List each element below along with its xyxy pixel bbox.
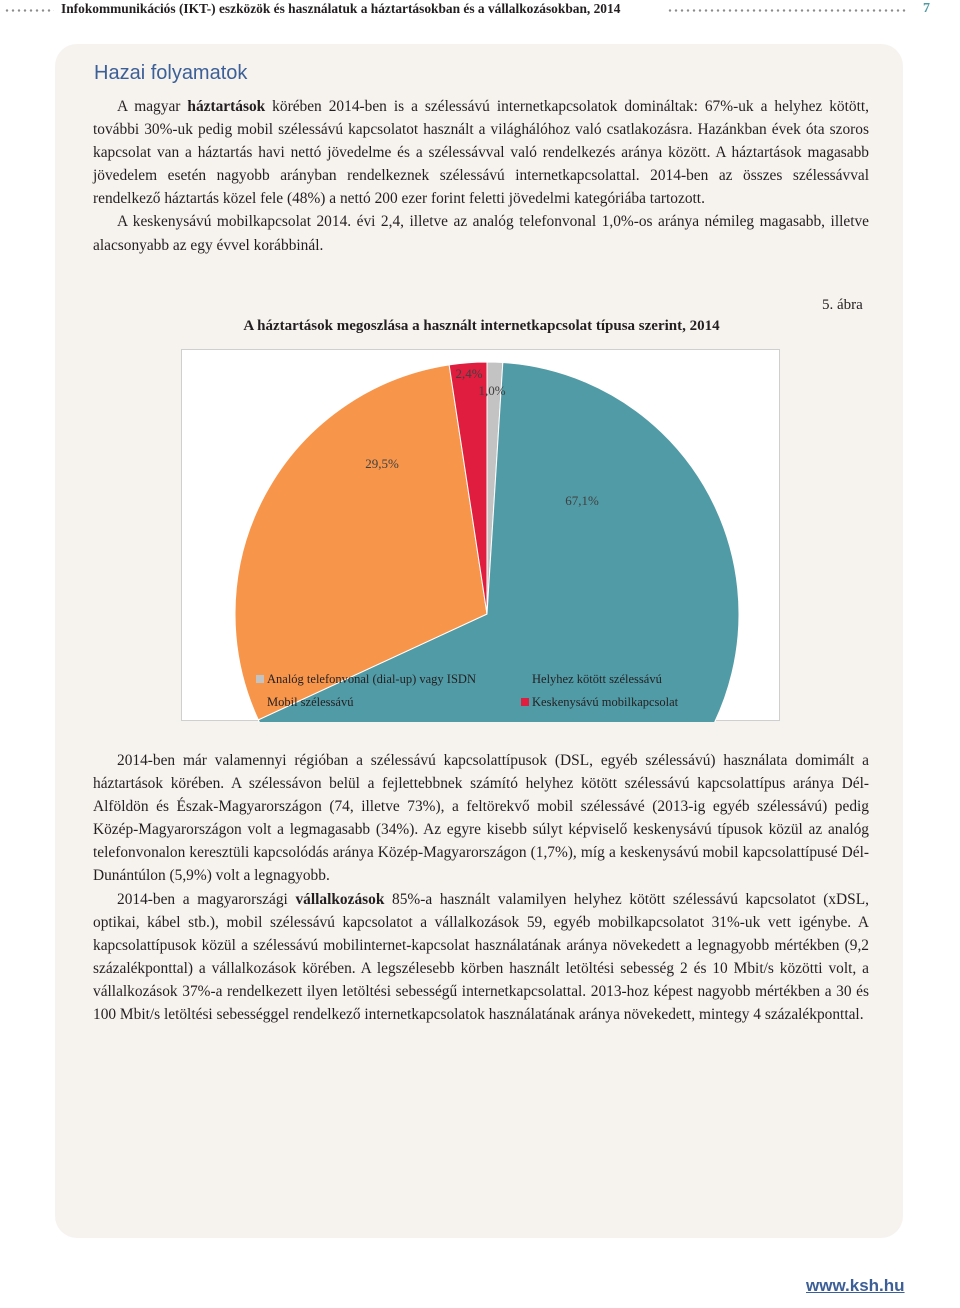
section-heading: Hazai folyamatok — [94, 62, 248, 84]
body-paragraph-1: 2014-ben már valamennyi régióban a szélessávú kapcsolattípusok (DSL, egyéb szélessávú) használata domimált a háztartások körében. A szélessávon belül a fejlettebbnek számító helyhez kötött szélessávú kapcsolattípus aránya Dél-Alföldön és Észak-Magyarországon (74, illetve 73%), a feltörekvő mobil szélessávé (2013-ig egyéb szélessávú) pedig Közép-Magyarországon volt a legmagasabb (34%). Az egyre kisebb súlyt képviselő keskenysávú típusok közül az analóg telefonvonalon keresztüli kapcsolódás aránya Közép-Magyarországon (1,7%), míg a keskenysávú mobil kapcsolattípusé Dél-Dunántúlon (5,9%) volt a legnagyobb. — [93, 752, 869, 885]
text-run: 85%-a használt valamilyen helyhez kötött szélessávú kapcsolatot (xDSL, optikai, kábel stb.), mobil szélessávú kapcsolatot a vállalkozások 59, egyéb mobilkapcsolatot 31%-uk vett igénybe. A kapcsolattípusok közül a szélessávú mobilinternet-kapcsolat használatának aránya növekedett a legnagyobb mértékben (9,2 százalékponttal) a vállalkozások körében. A legszélesebb körben használt letöltési sebesség 2 és 10 Mbit/s közötti volt, a vállalkozások 37%-a rendelkezett ilyen letöltési sebességű internetkapcsolattal. 2013-hoz képest nagyobb mértékben a 30 és 100 Mbit/s letöltési sebességgel rendelkező internetkapcsolatok használatának aránya növekedett, mintegy 4 százalékponttal. — [93, 890, 869, 1024]
legend-swatch — [256, 675, 264, 683]
publication-title: Infokommunikációs (IKT-) eszközök és használatuk a háztartásokban és a vállalkozásokban, 2014 — [61, 1, 621, 16]
figure-number: 5. ábra — [822, 297, 863, 313]
intro-text — [93, 95, 869, 257]
text-run: A magyar — [117, 98, 188, 115]
pie-data-label: 1,0% — [478, 383, 506, 398]
pie-data-label: 2,4% — [455, 366, 483, 381]
running-header — [0, 0, 960, 20]
body-paragraph-2 — [93, 888, 869, 1027]
legend-label: Mobil szélessávú — [267, 695, 354, 709]
body-text — [93, 749, 869, 1026]
chart-title: A háztartások megoszlása a használt internetkapcsolat típusa szerint, 2014 — [243, 318, 720, 334]
legend-item-analog — [256, 672, 476, 687]
header-dot-leader-right — [667, 9, 907, 12]
legend-item-fixed-broadband — [521, 672, 662, 687]
pie-chart — [181, 349, 780, 721]
legend-label: Helyhez kötött szélessávú — [532, 672, 662, 686]
intro-paragraph-1 — [93, 95, 869, 210]
emphasis-enterprises: vállalkozások — [295, 890, 385, 908]
page-number: 7 — [923, 1, 930, 16]
legend-item-narrowband-mobile — [521, 695, 678, 710]
legend-swatch — [256, 698, 264, 706]
pie-chart-svg — [182, 350, 781, 722]
pie-data-label: 29,5% — [365, 456, 399, 471]
legend-swatch — [521, 675, 529, 683]
legend-label: Analóg telefonvonal (dial-up) vagy ISDN — [267, 672, 476, 686]
emphasis-households: háztartások — [187, 98, 266, 115]
ksh-website-link[interactable]: www.ksh.hu — [806, 1276, 905, 1295]
legend-swatch — [521, 698, 529, 706]
intro-paragraph-2: A keskenysávú mobilkapcsolat 2014. évi 2,4, illetve az analóg telefonvonal 1,0%-os aránya némileg magasabb, illetve alacsonyabb az egy évvel korábbinál. — [93, 213, 869, 254]
pie-data-label: 67,1% — [565, 493, 599, 508]
text-run: 2014-ben a magyarországi — [117, 890, 296, 908]
legend-item-mobile-broadband — [256, 695, 353, 710]
legend-label: Keskenysávú mobilkapcsolat — [532, 695, 679, 709]
header-dot-leader-left — [4, 9, 54, 12]
text-run: körében 2014-ben is a szélessávú internetkapcsolatok domináltak: 67%-uk a helyhez kötött, további 30%-uk pedig mobil szélessávú kapcsolatot használt a világhálóhoz való csatlakozásra. Hazánkban évek óta szoros kapcsolat van a háztartás havi nettó jövedelme és a szélessávval való rendelkezés aránya között. A háztartások magasabb jövedelem esetén nagyobb arányban rendelkeznek szélessávú internetkapcsolattal. 2014-ben az összes szélessávval rendelkező háztartás közel fele (48%) a nettó 200 ezer forint feletti jövedelmi kategóriába tartozott. — [93, 98, 869, 208]
